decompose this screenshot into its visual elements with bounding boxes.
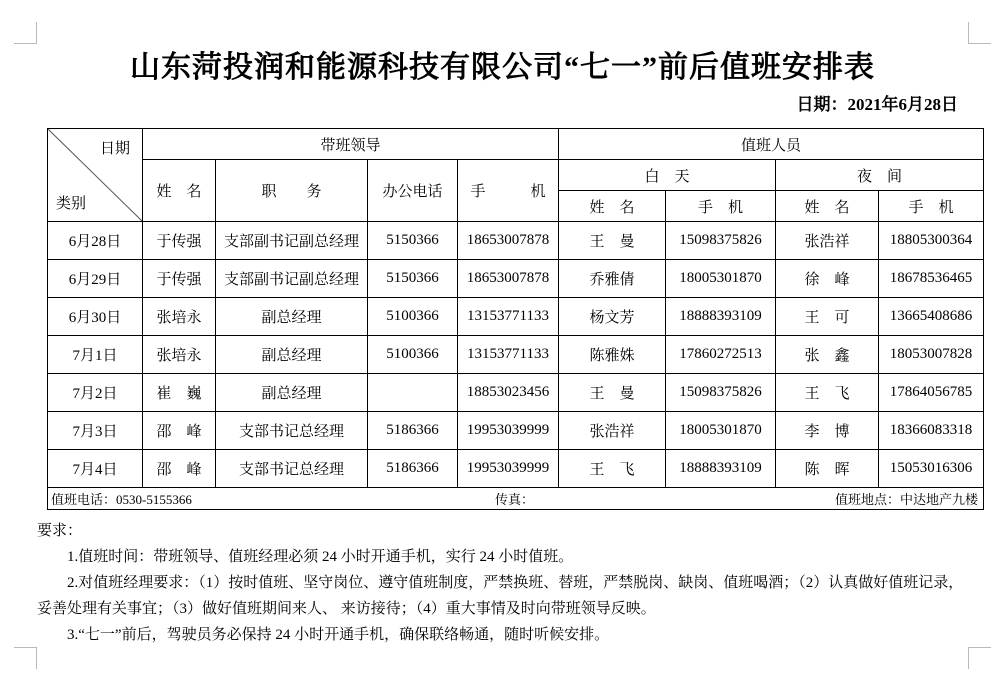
- table-row: [48, 336, 984, 374]
- cell-day-mobile: 15098375826: [666, 222, 776, 260]
- cell-office-phone: 5186366: [368, 412, 458, 450]
- cell-lead-name: 于传强: [143, 222, 216, 260]
- corner-label-category: 类别: [56, 196, 87, 212]
- header-day-shift: 白 天: [559, 160, 776, 191]
- table-body: [48, 222, 984, 488]
- header-day-mobile: 手 机: [666, 191, 776, 222]
- duty-roster-table: [47, 128, 984, 510]
- header-night-mobile: 手 机: [879, 191, 984, 222]
- requirement-item-3: 3.“七一”前后，驾驶员务必保持 24 小时开通手机，确保联络畅通，随时听候安排。: [67, 627, 610, 643]
- cell-night-name: 王 飞: [776, 374, 879, 412]
- header-lead-name: 姓 名: [143, 160, 216, 222]
- header-lead-group: 带班领导: [143, 129, 559, 160]
- cell-night-name: 张浩祥: [776, 222, 879, 260]
- document-date: 日期：2021年6月28日: [796, 95, 958, 114]
- cell-lead-name: 崔 巍: [143, 374, 216, 412]
- header-night-shift: 夜 间: [776, 160, 984, 191]
- cell-day-name: 杨文芳: [559, 298, 666, 336]
- document-title: 山东菏投润和能源科技有限公司“七一”前后值班安排表: [130, 51, 875, 84]
- cell-office-phone: 5150366: [368, 222, 458, 260]
- cell-night-mobile: 18678536465: [879, 260, 984, 298]
- header-duty-group: 值班人员: [559, 129, 984, 160]
- text-boundary-mark-top-right: [968, 22, 991, 44]
- corner-header-cell: [48, 129, 143, 222]
- fax-label: 传真：: [494, 492, 534, 507]
- cell-date: 6月29日: [48, 260, 143, 298]
- cell-lead-title: 副总经理: [216, 374, 368, 412]
- cell-night-mobile: 18053007828: [879, 336, 984, 374]
- text-boundary-mark-bottom-left: [14, 647, 37, 669]
- cell-night-name: 王 可: [776, 298, 879, 336]
- cell-lead-title: 支部副书记副总经理: [216, 222, 368, 260]
- cell-lead-name: 于传强: [143, 260, 216, 298]
- cell-day-mobile: 18005301870: [666, 412, 776, 450]
- cell-day-name: 王 飞: [559, 450, 666, 488]
- cell-day-name: 王 曼: [559, 222, 666, 260]
- cell-night-name: 张 鑫: [776, 336, 879, 374]
- corner-label-date: 日期: [99, 141, 130, 157]
- cell-night-mobile: 15053016306: [879, 450, 984, 488]
- cell-day-name: 陈雅姝: [559, 336, 666, 374]
- requirement-item-1: 1.值班时间：带班领导、值班经理必须 24 小时开通手机，实行 24 小时值班。: [67, 549, 574, 565]
- cell-office-phone: 5186366: [368, 450, 458, 488]
- duty-phone: 值班电话：0530-5155366: [51, 492, 192, 507]
- table-row: [48, 260, 984, 298]
- header-lead-title: 职 务: [216, 160, 368, 222]
- cell-day-mobile: 18005301870: [666, 260, 776, 298]
- cell-date: 7月4日: [48, 450, 143, 488]
- cell-night-mobile: 17864056785: [879, 374, 984, 412]
- cell-night-mobile: 13665408686: [879, 298, 984, 336]
- requirement-item-2: 2.对值班经理要求：（1）按时值班、坚守岗位、遵守值班制度，严禁换班、替班，严禁脱岗、缺岗、值班喝酒；（2）认真做好值班记录，妥善处理有关事宜；（3）做好值班期间来人、 来访接待；（4）重大事情及时向带班领导反映。: [37, 575, 964, 617]
- cell-lead-name: 邵 峰: [143, 450, 216, 488]
- requirements-section: [37, 518, 968, 648]
- cell-lead-name: 张培永: [143, 336, 216, 374]
- cell-date: 7月1日: [48, 336, 143, 374]
- cell-lead-title: 支部书记总经理: [216, 450, 368, 488]
- header-lead-mobile: 手 机: [458, 160, 559, 222]
- cell-office-phone: 5150366: [368, 260, 458, 298]
- cell-night-mobile: 18366083318: [879, 412, 984, 450]
- cell-lead-title: 副总经理: [216, 336, 368, 374]
- text-boundary-mark-top-left: [14, 22, 37, 44]
- cell-night-mobile: 18805300364: [879, 222, 984, 260]
- cell-date: 6月28日: [48, 222, 143, 260]
- table-row: [48, 298, 984, 336]
- cell-lead-mobile: 19953039999: [458, 450, 559, 488]
- cell-day-mobile: 18888393109: [666, 450, 776, 488]
- text-boundary-mark-bottom-right: [968, 647, 991, 669]
- cell-lead-title: 支部副书记副总经理: [216, 260, 368, 298]
- cell-lead-mobile: 18653007878: [458, 222, 559, 260]
- table-row: [48, 222, 984, 260]
- header-night-name: 姓 名: [776, 191, 879, 222]
- cell-night-name: 李 博: [776, 412, 879, 450]
- cell-office-phone: [368, 374, 458, 412]
- cell-lead-mobile: 18853023456: [458, 374, 559, 412]
- cell-lead-name: 张培永: [143, 298, 216, 336]
- cell-lead-mobile: 13153771133: [458, 336, 559, 374]
- requirements-heading: 要求：: [37, 523, 83, 539]
- cell-lead-title: 副总经理: [216, 298, 368, 336]
- cell-date: 6月30日: [48, 298, 143, 336]
- table-row: [48, 450, 984, 488]
- cell-lead-name: 邵 峰: [143, 412, 216, 450]
- header-lead-office-phone: 办公电话: [368, 160, 458, 222]
- cell-date: 7月2日: [48, 374, 143, 412]
- cell-lead-mobile: 18653007878: [458, 260, 559, 298]
- table-row: [48, 374, 984, 412]
- cell-day-mobile: 17860272513: [666, 336, 776, 374]
- cell-day-name: 张浩祥: [559, 412, 666, 450]
- cell-day-name: 王 曼: [559, 374, 666, 412]
- cell-day-mobile: 15098375826: [666, 374, 776, 412]
- cell-date: 7月3日: [48, 412, 143, 450]
- cell-lead-mobile: 13153771133: [458, 298, 559, 336]
- table-footer-row: [48, 488, 984, 510]
- table-row: [48, 412, 984, 450]
- cell-night-name: 徐 峰: [776, 260, 879, 298]
- cell-day-name: 乔雅倩: [559, 260, 666, 298]
- header-day-name: 姓 名: [559, 191, 666, 222]
- cell-office-phone: 5100366: [368, 336, 458, 374]
- cell-office-phone: 5100366: [368, 298, 458, 336]
- cell-day-mobile: 18888393109: [666, 298, 776, 336]
- cell-lead-title: 支部书记总经理: [216, 412, 368, 450]
- cell-lead-mobile: 19953039999: [458, 412, 559, 450]
- duty-location: 值班地点：中达地产九楼: [834, 492, 978, 507]
- cell-night-name: 陈 晖: [776, 450, 879, 488]
